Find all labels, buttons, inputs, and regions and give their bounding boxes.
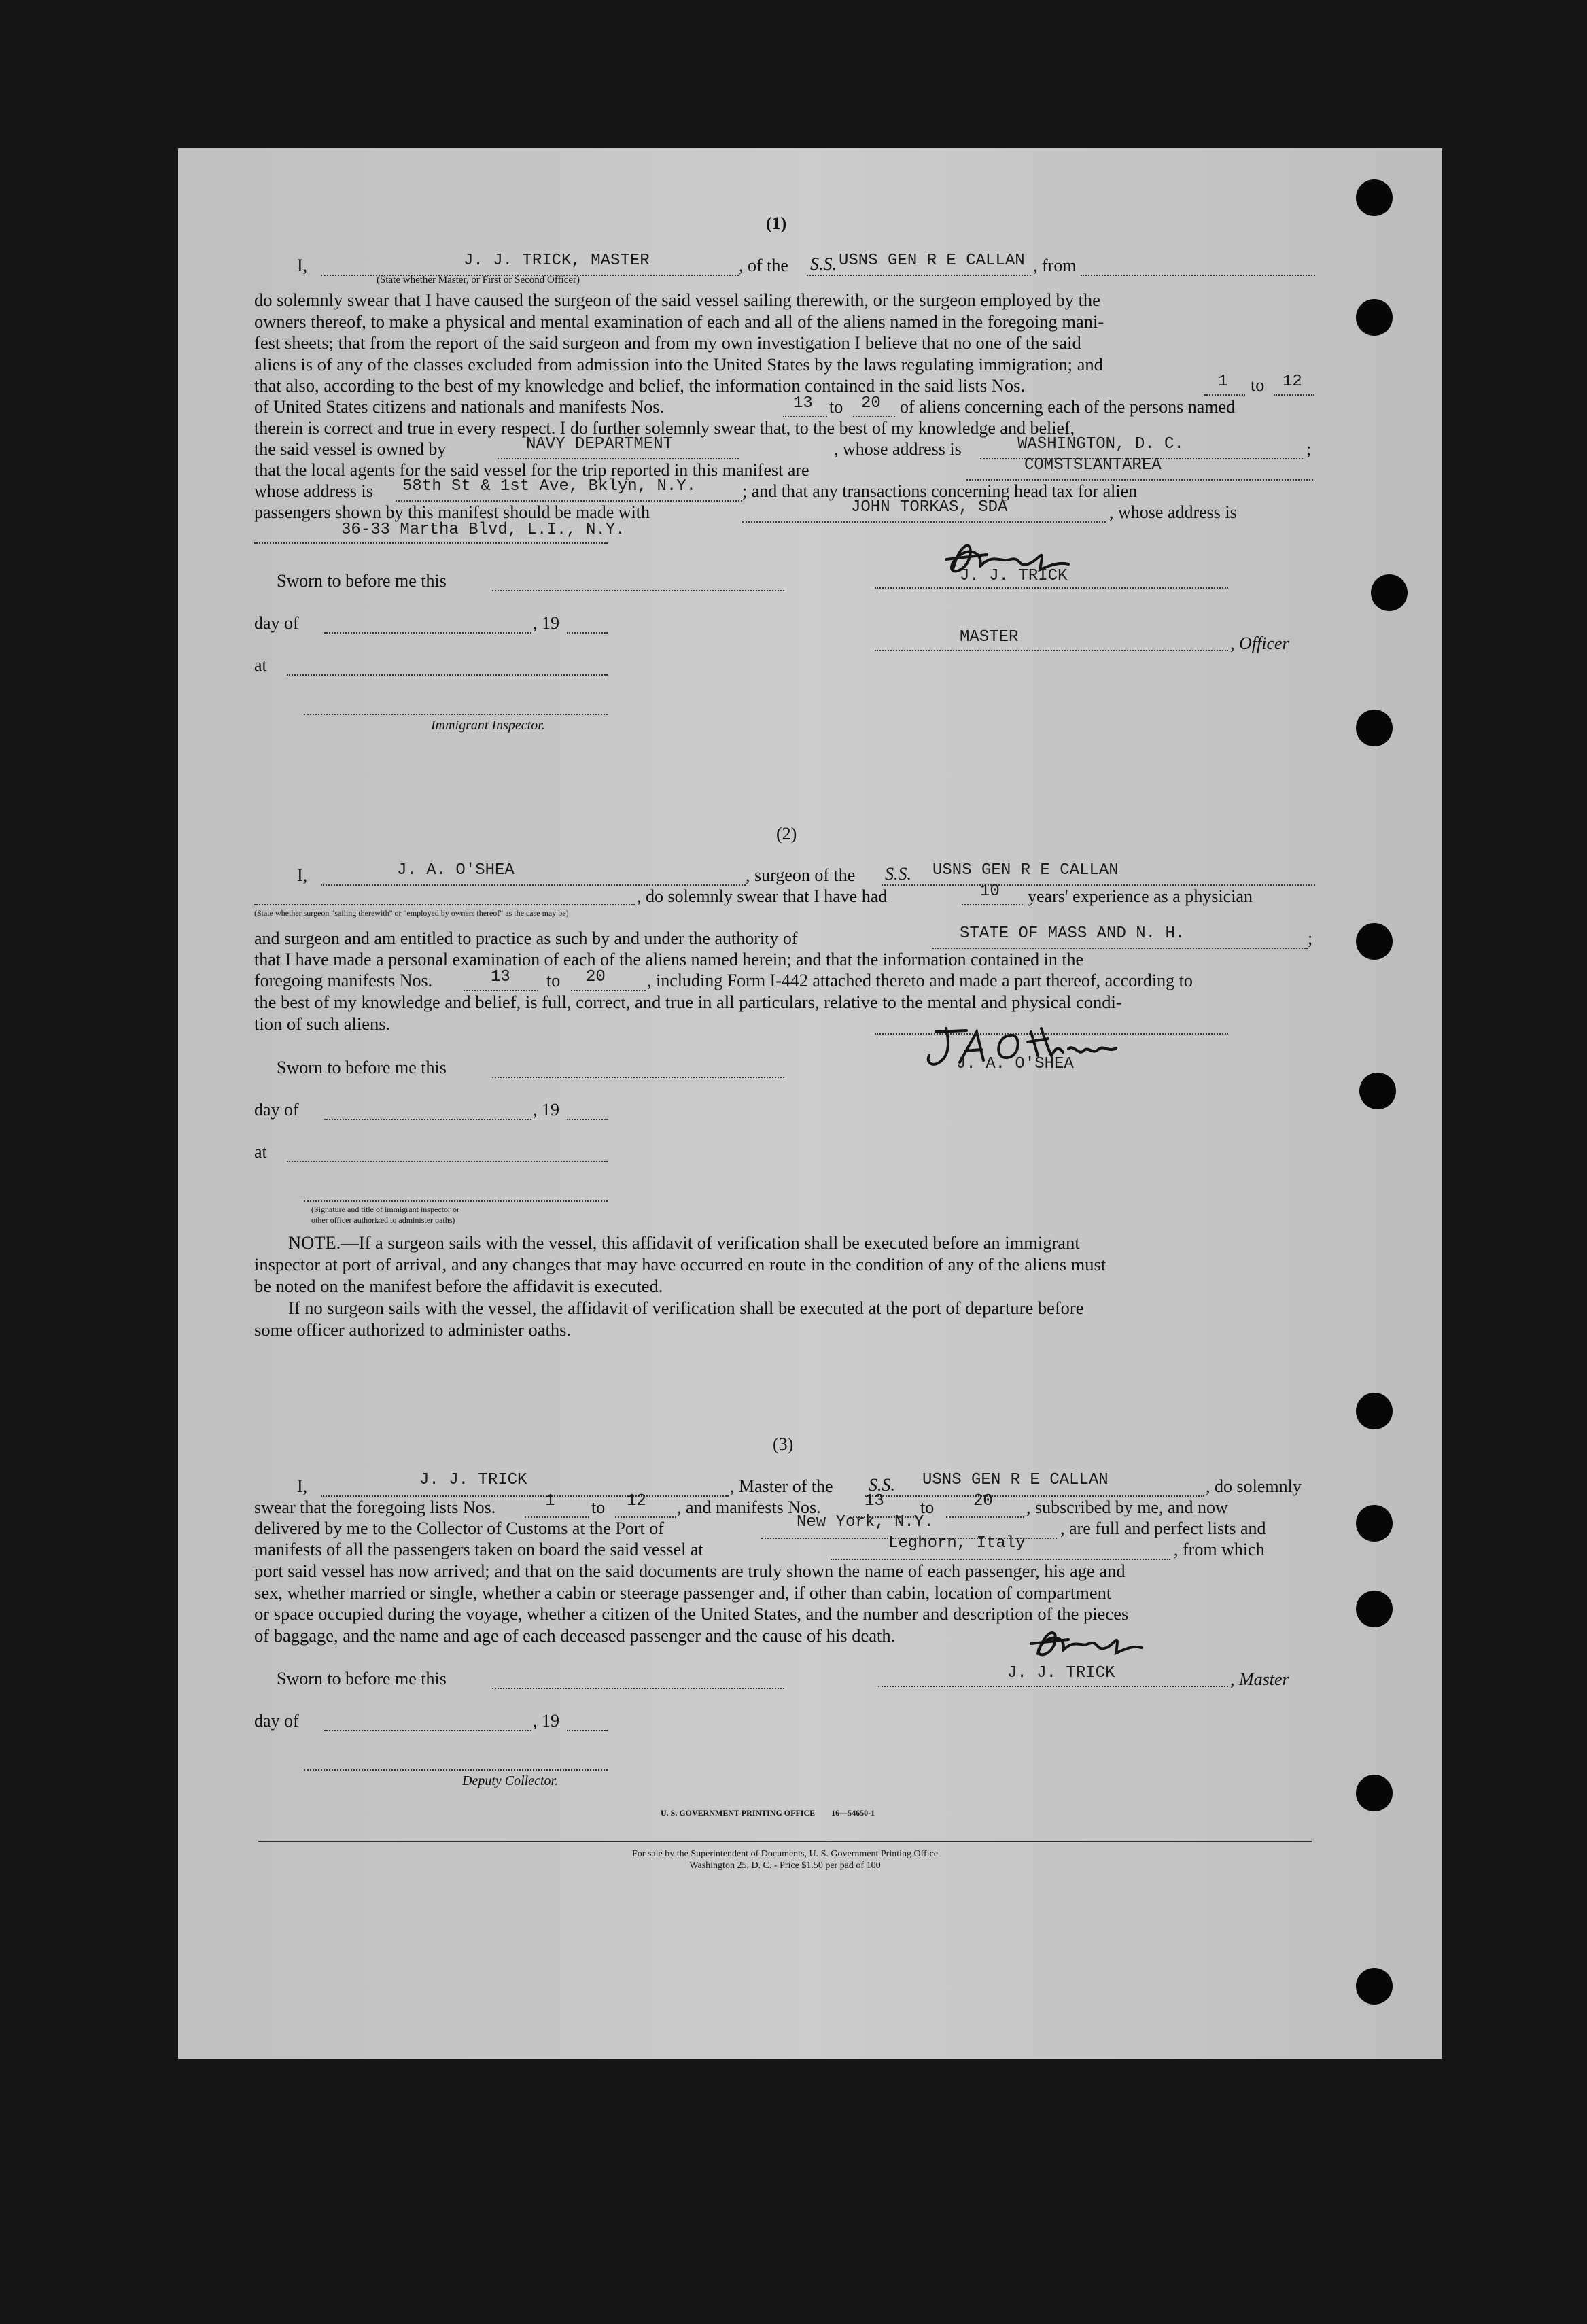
s1-owned-by: the said vessel is owned by <box>254 439 447 459</box>
s3-vessel-prefix: S.S. <box>869 1475 895 1495</box>
s1-owner-line <box>498 458 739 459</box>
s3-port: New York, N.Y. <box>797 1513 934 1531</box>
s3-body-line: port said vessel has now arrived; and that on the said documents are truly shown the name of each passenger, his age and <box>254 1561 1126 1581</box>
s2-authority-fill-line <box>932 948 1308 949</box>
s2-manifests-to: 20 <box>586 968 606 986</box>
s3-origin-line <box>831 1559 1170 1560</box>
s1-vessel-name: USNS GEN R E CALLAN <box>839 252 1025 270</box>
s2-day-of: day of <box>254 1100 299 1120</box>
s2-sig-caption-1: (Signature and title of immigrant inspector or <box>311 1204 459 1214</box>
s1-master-note: (State whether Master, or First or Second Officer) <box>377 275 580 285</box>
s2-swear: , do solemnly swear that I have had <box>637 886 888 906</box>
s1-whose-address: , whose address is <box>834 439 962 459</box>
s3-manifests-from: 13 <box>865 1492 884 1510</box>
s1-head-tax-agent-line <box>742 521 1106 523</box>
s3-master-name: J. J. TRICK <box>419 1471 527 1489</box>
binder-hole <box>1356 1591 1393 1627</box>
s1-officer-caption: , Officer <box>1230 634 1289 653</box>
s2-vessel-name: USNS GEN R E CALLAN <box>932 861 1119 880</box>
s1-agents-whose-address: whose address is <box>254 481 373 501</box>
gpo-imprint: U. S. GOVERNMENT PRINTING OFFICE 16—54650-1 <box>661 1808 875 1818</box>
master-signature-3 <box>1021 1623 1157 1669</box>
s2-vessel-line <box>882 884 1315 886</box>
s1-lists-to-line <box>1274 394 1314 396</box>
s2-note-line: some officer authorized to administer oaths. <box>254 1319 572 1340</box>
s1-lists-line: that also, according to the best of my knowledge and belief, the information contained in the said lists Nos. <box>254 375 1026 396</box>
s2-note-line: NOTE.—If a surgeon sails with the vessel, this affidavit of verification shall be executed before an immigrant <box>288 1232 1080 1253</box>
s1-signer-line <box>875 587 1228 589</box>
s2-years-line <box>962 904 1023 905</box>
s1-head-tax-address: 36-33 Martha Blvd, L.I., N.Y. <box>341 521 625 539</box>
s1-body-line: aliens is of any of the classes excluded from admission into the United States by the laws regulating immigration; and <box>254 353 1103 375</box>
s3-deputy-line <box>304 1769 608 1771</box>
s2-day-line <box>324 1119 531 1120</box>
s1-inspector-line <box>304 714 608 715</box>
s3-and-manifests: , and manifests Nos. <box>677 1497 821 1517</box>
s2-year-line <box>567 1119 608 1120</box>
s3-do-solemnly: , do solemnly <box>1206 1476 1302 1496</box>
s2-role-line <box>254 904 635 905</box>
s1-aliens-line: of aliens concerning each of the persons named <box>900 397 1236 417</box>
s3-master-line <box>321 1495 729 1497</box>
s2-note-line: inspector at port of arrival, and any changes that may have occurred en route in the condition of any of the aliens must <box>254 1254 1106 1274</box>
s3-lists-to: 12 <box>627 1492 646 1510</box>
s3-day-line <box>324 1730 531 1731</box>
s3-sworn: Sworn to before me this <box>277 1669 447 1688</box>
s3-lists-from: 1 <box>545 1492 555 1510</box>
s2-authority-line: and surgeon and am entitled to practice as such by and under the authority of <box>254 929 798 948</box>
s1-manifests-to: 20 <box>861 394 881 413</box>
s1-agents-address-line <box>396 500 742 502</box>
s2-at: at <box>254 1142 267 1162</box>
binder-hole <box>1356 179 1393 216</box>
s3-signer-typed: J. J. TRICK <box>1007 1664 1115 1682</box>
s2-note <box>254 1232 1314 1340</box>
s1-whose-address-2: , whose address is <box>1109 502 1237 522</box>
s1-at-line <box>287 674 608 676</box>
s2-surgeon-of: , surgeon of the <box>746 865 856 885</box>
s3-signer-line <box>878 1686 1228 1687</box>
s1-year: , 19 <box>533 613 559 633</box>
s3-from-which: , from which <box>1174 1540 1265 1559</box>
s1-inspector-caption: Immigrant Inspector. <box>431 718 545 733</box>
s2-inspector-line <box>304 1200 608 1202</box>
binder-hole <box>1359 1073 1396 1109</box>
s3-swear-lists: swear that the foregoing lists Nos. <box>254 1497 496 1517</box>
s1-of-the: , of the <box>739 256 788 275</box>
s1-semicolon: ; <box>1306 439 1312 459</box>
section-1-heading: (1) <box>766 213 787 233</box>
s1-from-label: , from <box>1033 256 1077 275</box>
s1-head-tax: ; and that any transactions concerning head tax for alien <box>742 481 1138 501</box>
footer-sale-2: Washington 25, D. C. - Price $1.50 per pad of 100 <box>689 1860 881 1871</box>
s3-delivered: delivered by me to the Collector of Customs at the Port of <box>254 1519 664 1538</box>
s3-manifests-to-line <box>946 1516 1024 1518</box>
binder-hole <box>1356 1393 1393 1429</box>
s1-from-line <box>1081 275 1315 276</box>
s3-subscribed: , subscribed by me, and now <box>1026 1497 1228 1517</box>
s2-sig-caption-2: other officer authorized to administer oaths) <box>311 1215 455 1225</box>
s3-lists-from-line <box>525 1516 589 1518</box>
s1-title-typed: MASTER <box>960 628 1019 646</box>
s1-at: at <box>254 655 267 675</box>
s1-day-line <box>324 632 531 634</box>
s2-surgeon-name: J. A. O'SHEA <box>397 861 515 880</box>
section-3-heading: (3) <box>773 1434 794 1454</box>
s3-day-of: day of <box>254 1711 299 1731</box>
s2-authority: STATE OF MASS AND N. H. <box>960 924 1185 943</box>
s1-vessel-prefix: S.S. <box>810 254 837 274</box>
s2-years-text: years' experience as a physician <box>1028 886 1253 906</box>
s3-deputy-caption: Deputy Collector. <box>462 1773 559 1788</box>
s1-manifests-to-line <box>853 416 895 417</box>
s3-vessel-line <box>865 1495 1204 1497</box>
s3-body-line: sex, whether married or single, whether a cabin or steerage passenger and, if other than cabin, location of compartment <box>254 1582 1112 1603</box>
binder-hole <box>1356 299 1393 336</box>
s3-full-perfect: , are full and perfect lists and <box>1060 1519 1266 1538</box>
binder-hole <box>1356 1775 1393 1811</box>
footer-sale-1: For sale by the Superintendent of Documents, U. S. Government Printing Office <box>632 1849 938 1859</box>
s2-body-line: that I have made a personal examination of each of the aliens named herein; and that the information contained in the <box>254 950 1084 969</box>
s3-body-line: or space occupied during the voyage, whether a citizen of the United States, and the number and description of the pieces <box>254 1603 1129 1624</box>
binder-hole <box>1356 1505 1393 1542</box>
s2-manifests-from: 13 <box>491 968 510 986</box>
s2-signer-typed: J. A. O'SHEA <box>956 1055 1074 1073</box>
s1-owner-address: WASHINGTON, D. C. <box>1017 435 1184 453</box>
s3-manifests-all: manifests of all the passengers taken on board the said vessel at <box>254 1540 703 1559</box>
s1-to-2: to <box>829 397 843 417</box>
s2-including: , including Form I-442 attached thereto and made a part thereof, according to <box>647 971 1193 990</box>
s1-body-line: fest sheets; that from the report of the said surgeon and from my own investigation I believe that no one of the said <box>254 332 1081 353</box>
s1-head-tax-agent: JOHN TORKAS, SDA <box>851 498 1008 517</box>
s1-body <box>254 290 1314 375</box>
binder-hole <box>1356 923 1393 960</box>
manifest-affidavit-page <box>178 148 1442 2059</box>
s1-manifests-from: 13 <box>793 394 813 413</box>
s1-lists-from-line <box>1204 394 1245 396</box>
s3-year: , 19 <box>533 1711 559 1731</box>
s1-title-line <box>875 650 1228 651</box>
s2-semicolon: ; <box>1308 929 1313 948</box>
s2-year: , 19 <box>533 1100 559 1120</box>
s3-sworn-line <box>492 1688 784 1689</box>
s1-year-line <box>567 632 608 634</box>
s2-manifests-from-line <box>464 990 538 991</box>
s1-day-of: day of <box>254 613 299 633</box>
s1-manifests-from-line <box>783 416 827 417</box>
s2-i-label: I, <box>297 865 308 885</box>
s1-i-label: I, <box>297 256 308 275</box>
s1-agents-address: 58th St & 1st Ave, Bklyn, N.Y. <box>402 477 697 496</box>
s1-body-line: do solemnly swear that I have caused the surgeon of the said vessel sailing therewith, or the surgeon employed by the <box>254 290 1100 310</box>
s1-agents: COMSTSLANTAREA <box>1024 456 1162 474</box>
footer-rule <box>258 1841 1312 1842</box>
s1-therein-line: therein is correct and true in every respect. I do further solemnly swear that, to the best of my knowledge and belief, <box>254 418 1075 438</box>
s1-master-name: J. J. TRICK, MASTER <box>464 252 650 270</box>
binder-hole <box>1371 574 1408 611</box>
s2-note-line: be noted on the manifest before the affidavit is executed. <box>254 1276 663 1296</box>
s3-lists-to-line <box>615 1516 676 1518</box>
s1-agents-line: that the local agents for the said vessel for the trip reported in this manifest are <box>254 460 809 480</box>
s1-sworn: Sworn to before me this <box>277 571 447 591</box>
s2-sworn-line <box>492 1077 784 1078</box>
s2-manifests-to-line <box>571 990 646 991</box>
s3-to-1: to <box>591 1497 606 1517</box>
s2-at-line <box>287 1161 608 1162</box>
s3-year-line <box>567 1730 608 1731</box>
s1-citizens-line: of United States citizens and nationals and manifests Nos. <box>254 397 664 417</box>
s3-i-label: I, <box>297 1476 308 1496</box>
s1-agents-fill-line <box>966 479 1313 481</box>
s1-sworn-line <box>492 590 784 591</box>
s2-surgeon-line <box>321 884 746 886</box>
s1-lists-to: 12 <box>1283 372 1302 391</box>
s2-body-line: tion of such aliens. <box>254 1013 391 1034</box>
s2-role-note: (State whether surgeon "sailing therewith" or "employed by owners thereof" as the case may be) <box>254 908 569 918</box>
s2-signer-line <box>875 1033 1228 1035</box>
s1-lists-from: 1 <box>1218 372 1228 391</box>
binder-hole <box>1356 1968 1393 2005</box>
s3-vessel-name: USNS GEN R E CALLAN <box>922 1471 1109 1489</box>
s2-note-line: If no surgeon sails with the vessel, the affidavit of verification shall be executed at the port of departure before <box>288 1298 1084 1318</box>
s1-head-tax-address-line <box>254 542 608 544</box>
s3-to-2: to <box>920 1497 935 1517</box>
s1-passengers-line: passengers shown by this manifest should be made with <box>254 502 650 522</box>
binder-hole <box>1356 710 1393 746</box>
s2-body-line: the best of my knowledge and belief, is full, correct, and true in all particulars, relative to the mental and physical condi- <box>254 992 1122 1012</box>
s3-body-line: of baggage, and the name and age of each deceased passenger and the cause of his death. <box>254 1625 896 1646</box>
s1-to-1: to <box>1251 375 1265 395</box>
s1-signer-typed: J. J. TRICK <box>960 567 1068 585</box>
s2-to: to <box>546 971 561 990</box>
s1-owner: NAVY DEPARTMENT <box>526 435 674 453</box>
section-2-heading: (2) <box>776 824 797 844</box>
s2-body-2 <box>254 992 1314 1035</box>
s3-origin: Leghorn, Italy <box>888 1534 1026 1553</box>
s2-vessel-prefix: S.S. <box>885 864 911 884</box>
s2-years: 10 <box>980 882 1000 901</box>
s2-sworn: Sworn to before me this <box>277 1058 447 1077</box>
s3-master-caption: , Master <box>1230 1669 1289 1689</box>
s1-body-line: owners thereof, to make a physical and mental examination of each and all of the aliens named in the foregoing mani- <box>254 311 1104 332</box>
s1-vessel-line <box>807 275 1031 276</box>
s2-foregoing: foregoing manifests Nos. <box>254 971 433 990</box>
s3-manifests-to: 20 <box>973 1492 993 1510</box>
s3-master-of: , Master of the <box>730 1476 833 1496</box>
